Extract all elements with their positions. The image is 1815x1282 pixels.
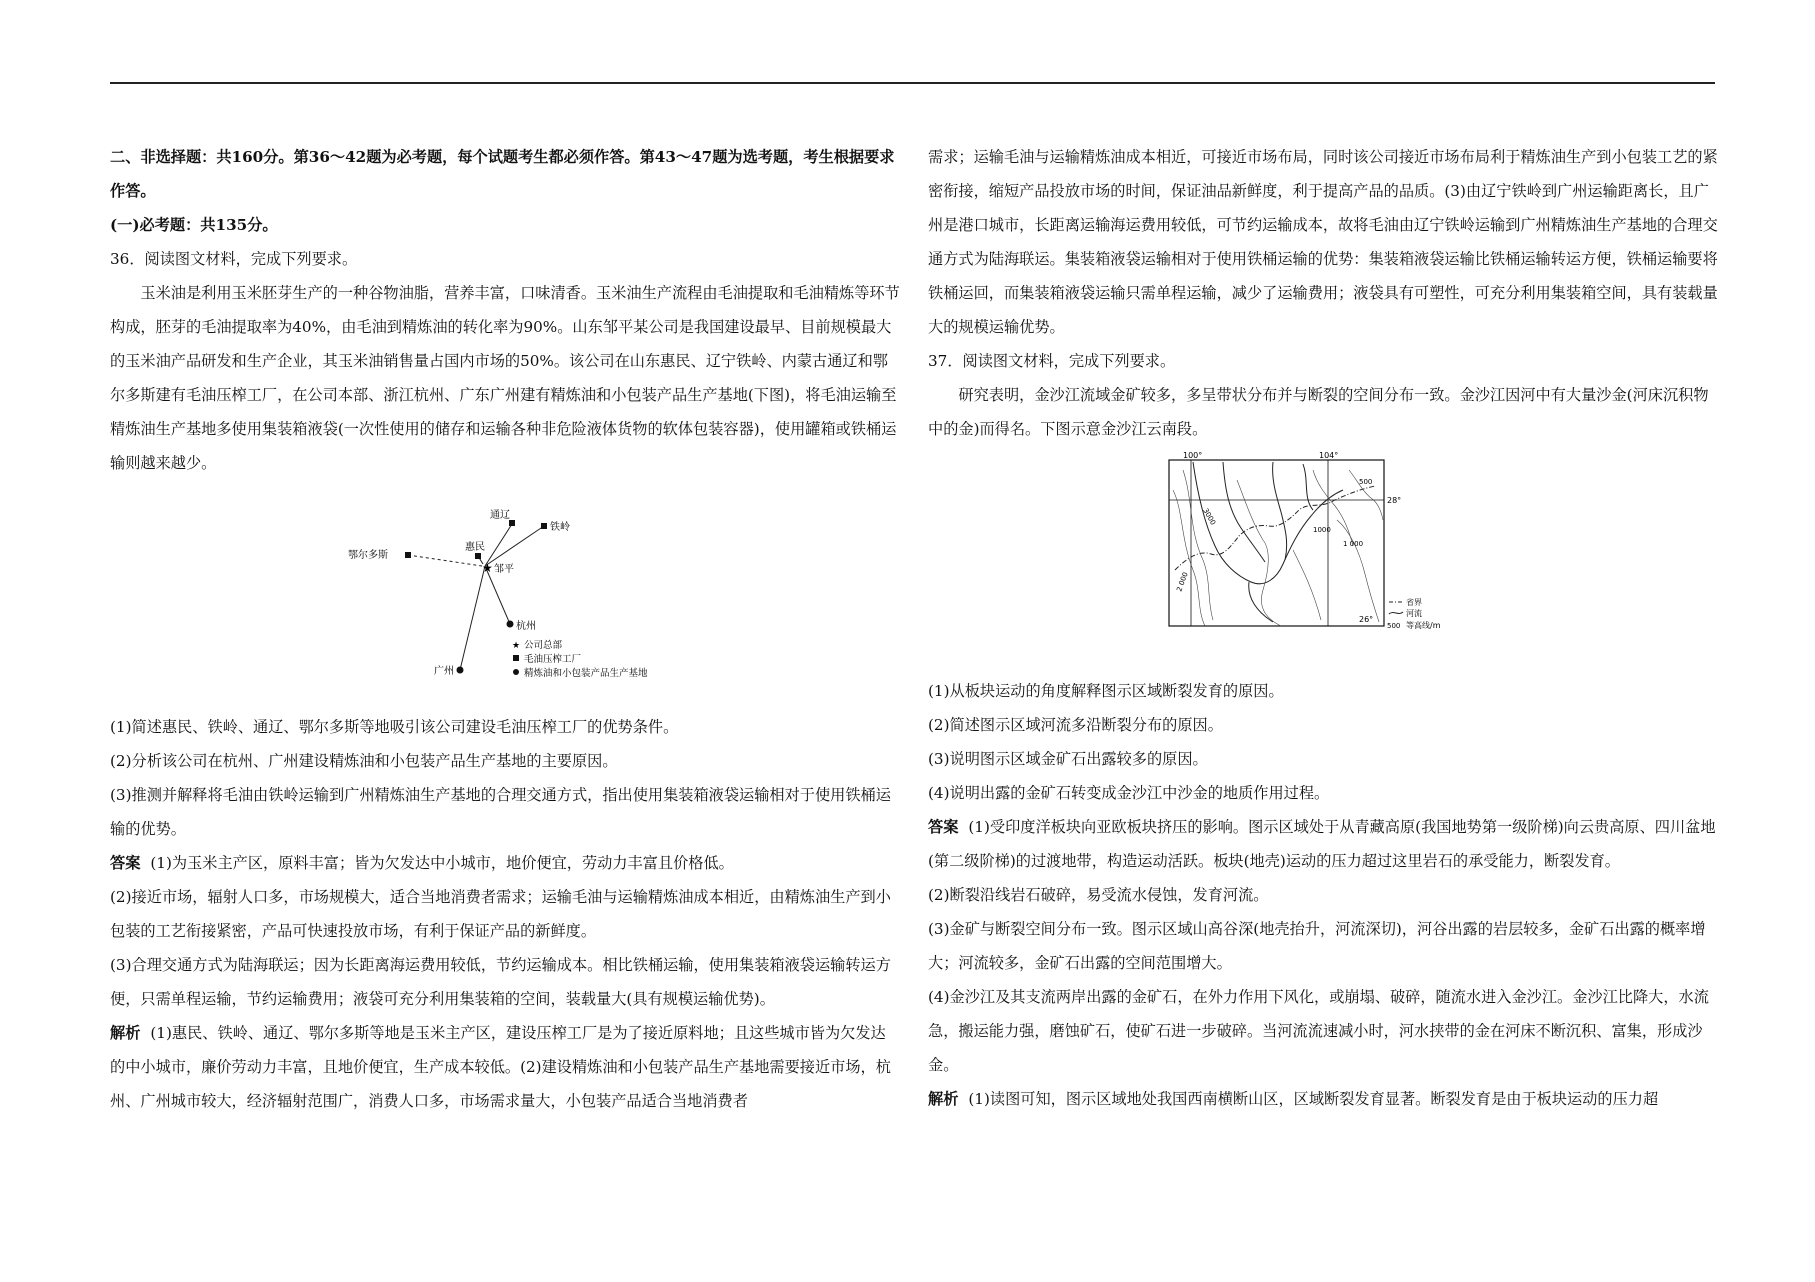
analysis-label: 解析 bbox=[110, 1024, 141, 1042]
label-hangzhou: 杭州 bbox=[516, 621, 536, 632]
route-zouping-tongliao bbox=[485, 524, 512, 566]
contour-label-1000: 1000 bbox=[1313, 526, 1331, 534]
label-guangzhou: 广州 bbox=[434, 666, 454, 677]
lat-label-28: 28° bbox=[1387, 496, 1402, 505]
q36-question-3: (3)推测并解释将毛油由铁岭运输到广州精炼油生产基地的合理交通方式，指出使用集装箱液袋运输相对于使用铁桶运输的优势。 bbox=[110, 786, 891, 838]
route-zouping-tieling bbox=[485, 526, 544, 566]
q36-answer-1-text: (1)为玉米主产区，原料丰富；皆为欠发达中小城市，地价便宜，劳动力丰富且价格低。 bbox=[150, 854, 734, 872]
q37-answer-2: (2)断裂沿线岩石破碎，易受流水侵蚀，发育河流。 bbox=[928, 886, 1269, 904]
lon-label-104: 104° bbox=[1319, 451, 1339, 460]
q37-question-4: (4)说明出露的金矿石转变成金沙江中沙金的地质作用过程。 bbox=[928, 784, 1330, 802]
hq-marker-zouping: ★ bbox=[482, 561, 493, 575]
legend-factory-symbol bbox=[513, 655, 519, 661]
q36-answer-1 bbox=[110, 846, 900, 880]
legend-contour: 等高线/m bbox=[1406, 621, 1441, 630]
q36-analysis bbox=[110, 1016, 900, 1118]
q36-analysis-text: (1)惠民、铁岭、通辽、鄂尔多斯等地是玉米主产区，建设压榨工厂是为了接近原料地；且这些城市皆为欠发达的中小城市，廉价劳动力丰富，且地价便宜，生产成本较低。(2)建设精炼油和小包装产品生产基地需要接近市场，杭州、广州城市较大，经济辐射范围广，消费人口多，市场需求量大，小包装产品适合当地消费者 bbox=[110, 1024, 891, 1110]
legend-factory: 毛油压榨工厂 bbox=[524, 654, 582, 665]
factory-marker-huimin bbox=[475, 553, 481, 559]
answer-label: 答案 bbox=[110, 854, 141, 872]
route-zouping-guangzhou bbox=[460, 566, 485, 670]
left-column bbox=[110, 140, 900, 1118]
q37-question-3: (3)说明图示区域金矿石出露较多的原因。 bbox=[928, 750, 1208, 768]
contour-label-500: 500 bbox=[1359, 478, 1373, 486]
q37-intro: 37．阅读图文材料，完成下列要求。 bbox=[928, 352, 1176, 370]
legend-contour-value: 500 bbox=[1387, 622, 1401, 630]
q36-material: 玉米油是利用玉米胚芽生产的一种谷物油脂，营养丰富，口味清香。玉米油生产流程由毛油提取和毛油精炼等环节构成，胚芽的毛油提取率为40%，由毛油到精炼油的转化率为90%。山东邹平某公司是我国建设最早、目前规模最大的玉米油产品研发和生产企业，其玉米油销售量占国内市场的50%。该公司在山东惠民、辽宁铁岭、内蒙古通辽和鄂尔多斯建有毛油压榨工厂，在公司本部、浙江杭州、广东广州建有精炼油和小包装产品生产基地(下图)，将毛油运输至精炼油生产基地多使用集装箱液袋(一次性使用的储存和运输各种非危险液体货物的软体包装容器)，使用罐箱或铁桶运输则越来越少。 bbox=[110, 284, 900, 472]
label-tongliao: 通辽 bbox=[490, 510, 510, 521]
label-huimin: 惠民 bbox=[465, 542, 485, 553]
q37-material: 研究表明，金沙江流域金矿较多，多呈带状分布并与断裂的空间分布一致。金沙江因河中有大量沙金(河床沉积物中的金)而得名。下图示意金沙江云南段。 bbox=[928, 386, 1709, 438]
q37-answer-3: (3)金矿与断裂空间分布一致。图示区域山高谷深(地壳抬升，河流深切)，河谷出露的岩层较多，金矿石出露的概率增大；河流较多，金矿石出露的空间范围增大。 bbox=[928, 920, 1706, 972]
q36-question-2: (2)分析该公司在杭州、广州建设精炼油和小包装产品生产基地的主要原因。 bbox=[110, 752, 618, 770]
corn-oil-map bbox=[330, 484, 650, 704]
factory-marker-tieling bbox=[541, 523, 547, 529]
legend-hq: 公司总部 bbox=[524, 640, 563, 651]
legend-river-symbol bbox=[1389, 612, 1403, 614]
analysis-label-2: 解析 bbox=[928, 1090, 959, 1108]
base-marker-hangzhou bbox=[507, 621, 514, 628]
figure-corn-oil-map bbox=[110, 480, 900, 710]
q37-question-1: (1)从板块运动的角度解释图示区域断裂发育的原因。 bbox=[928, 682, 1284, 700]
answer-label-2: 答案 bbox=[928, 818, 959, 836]
q37-answer-1-text: (1)受印度洋板块向亚欧板块挤压的影响。图示区域处于从青藏高原(我国地势第一级阶梯)向云贵高原、四川盆地(第二级阶梯)的过渡地带，构造运动活跃。板块(地壳)运动的压力超过这里岩石的承受能力，断裂发育。 bbox=[928, 818, 1716, 870]
figure-jinsha-map bbox=[928, 446, 1718, 674]
legend-base: 精炼油和小包装产品生产基地 bbox=[524, 668, 648, 679]
route-erdos-zouping bbox=[408, 555, 482, 566]
lat-label-26: 26° bbox=[1359, 615, 1374, 624]
label-erdos: 鄂尔多斯 bbox=[348, 550, 388, 561]
legend-boundary: 省界 bbox=[1406, 598, 1422, 607]
q36-answer-2: (2)接近市场，辐射人口多，市场规模大，适合当地消费者需求；运输毛油与运输精炼油成本相近，由精炼油生产到小包装的工艺衔接紧密，产品可快速投放市场，有利于保证产品的新鲜度。 bbox=[110, 888, 891, 940]
label-zouping: 邹平 bbox=[494, 564, 514, 575]
q37-analysis-text: (1)读图可知，图示区域地处我国西南横断山区，区域断裂发育显著。断裂发育是由于板块运动的压力超 bbox=[968, 1090, 1659, 1108]
label-tieling: 铁岭 bbox=[550, 522, 570, 533]
required-header: (一)必考题：共135分。 bbox=[110, 216, 278, 234]
q36-analysis-continuation: 需求；运输毛油与运输精炼油成本相近，可接近市场布局，同时该公司接近市场布局利于精炼油生产到小包装工艺的紧密衔接，缩短产品投放市场的时间，保证油品新鲜度，利于提高产品的品质。(3)由辽宁铁岭到广州运输距离长，且广州是港口城市，长距离运输海运费用较低，可节约运输成本，故将毛油由辽宁铁岭运输到广州精炼油生产基地的合理交通方式为陆海联运。集装箱液袋运输相对于使用铁桶运输的优势：集装箱液袋运输比铁桶运输转运方便，铁桶运输要将铁桶运回，而集装箱液袋运输只需单程运输，减少了运输费用；液袋具有可塑性，可充分利用集装箱空间，具有装载量大的规模运输优势。 bbox=[928, 148, 1718, 336]
factory-marker-erdos bbox=[405, 552, 411, 558]
header-rule bbox=[110, 82, 1715, 84]
legend-hq-symbol: ★ bbox=[512, 641, 521, 651]
section-header: 二、非选择题：共160分。第36～42题为必考题，每个试题考生都必须作答。第43～47题为选考题，考生根据要求作答。 bbox=[110, 148, 895, 200]
q36-answer-3: (3)合理交通方式为陆海联运；因为长距离海运费用较低，节约运输成本。相比铁桶运输，使用集装箱液袋运输转运方便，只需单程运输，节约运输费用；液袋可充分利用集装箱的空间，装载量大(具有规模运输优势)。 bbox=[110, 956, 891, 1008]
right-column bbox=[928, 140, 1718, 1116]
jinsha-river-map bbox=[1153, 450, 1473, 640]
legend-base-symbol bbox=[513, 669, 519, 675]
q37-answer-1 bbox=[928, 810, 1718, 878]
q37-analysis bbox=[928, 1082, 1718, 1116]
contour-label-2000: 2 000 bbox=[1175, 571, 1190, 593]
base-marker-guangzhou bbox=[457, 667, 464, 674]
q37-question-2: (2)简述图示区域河流多沿断裂分布的原因。 bbox=[928, 716, 1223, 734]
contour-label-1-000: 1 000 bbox=[1343, 540, 1364, 548]
q36-question-1: (1)简述惠民、铁岭、通辽、鄂尔多斯等地吸引该公司建设毛油压榨工厂的优势条件。 bbox=[110, 718, 679, 736]
q37-answer-4: (4)金沙江及其支流两岸出露的金矿石，在外力作用下风化，或崩塌、破碎，随流水进入金沙江。金沙江比降大，水流急，搬运能力强，磨蚀矿石，使矿石进一步破碎。当河流流速减小时，河水挟带的金在河床不断沉积、富集，形成沙金。 bbox=[928, 988, 1709, 1074]
q36-intro: 36．阅读图文材料，完成下列要求。 bbox=[110, 250, 358, 268]
contour-label-3000: 3000 bbox=[1201, 507, 1218, 527]
legend-river: 河流 bbox=[1406, 609, 1422, 618]
lon-label-100: 100° bbox=[1183, 451, 1203, 460]
